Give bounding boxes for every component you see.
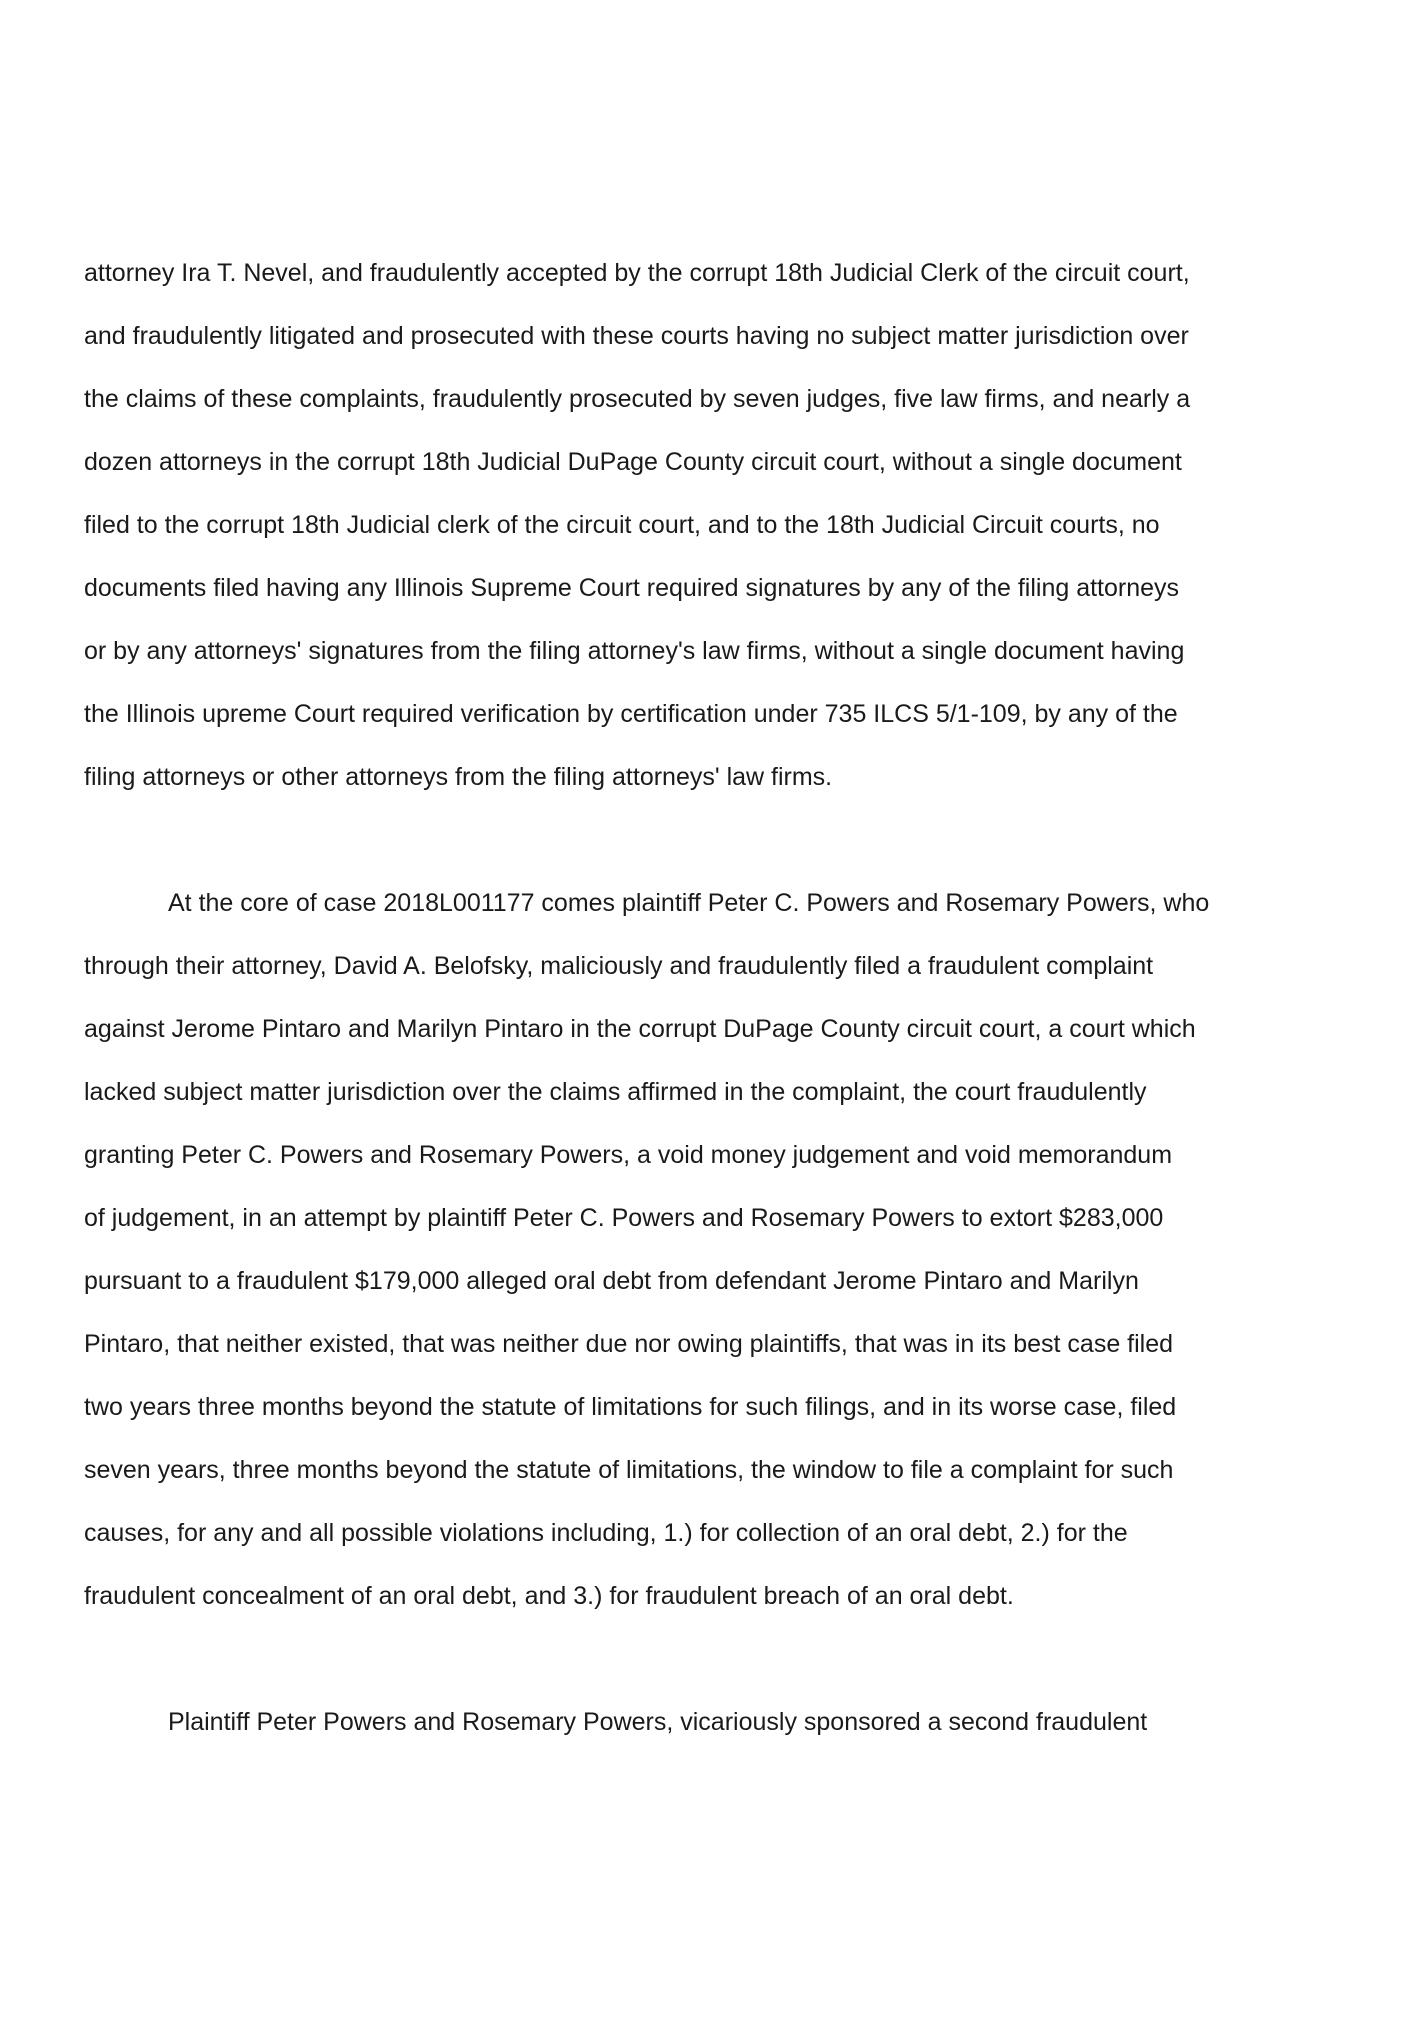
text-line: attorney Ira T. Nevel, and fraudulently accepted by the corrupt 18th Judicial Clerk of the circuit court, <box>84 259 1190 287</box>
text-line: dozen attorneys in the corrupt 18th Judicial DuPage County circuit court, without a single document <box>84 448 1182 476</box>
text-line: causes, for any and all possible violations including, 1.) for collection of an oral debt, 2.) for the <box>84 1519 1128 1547</box>
text-line: and fraudulently litigated and prosecuted with these courts having no subject matter jurisdiction over <box>84 322 1189 350</box>
text-line: Pintaro, that neither existed, that was neither due nor owing plaintiffs, that was in its best case filed <box>84 1330 1174 1358</box>
text-line: filed to the corrupt 18th Judicial clerk of the circuit court, and to the 18th Judicial Circuit courts, no <box>84 511 1160 539</box>
text-line: of judgement, in an attempt by plaintiff Peter C. Powers and Rosemary Powers to extort $283,000 <box>84 1204 1164 1232</box>
paragraph-spacer <box>84 820 1346 883</box>
text-line: or by any attorneys' signatures from the filing attorney's law firms, without a single document having <box>84 637 1185 665</box>
paragraph-3 <box>84 1702 1346 1765</box>
paragraph-spacer <box>84 1639 1346 1702</box>
text-line: the Illinois upreme Court required verification by certification under 735 ILCS 5/1-109, by any of the <box>84 700 1178 728</box>
text-line: Plaintiff Peter Powers and Rosemary Powers, vicariously sponsored a second fraudulent <box>168 1708 1148 1736</box>
text-line: the claims of these complaints, fraudulently prosecuted by seven judges, five law firms, and nearly a <box>84 385 1191 413</box>
document-body <box>84 253 1346 1765</box>
paragraph-1 <box>84 253 1346 820</box>
text-line: filing attorneys or other attorneys from the filing attorneys' law firms. <box>84 763 833 791</box>
paragraph-2 <box>84 883 1346 1639</box>
text-line: At the core of case 2018L001177 comes plaintiff Peter C. Powers and Rosemary Powers, who <box>168 889 1210 917</box>
text-line: fraudulent concealment of an oral debt, and 3.) for fraudulent breach of an oral debt. <box>84 1582 1014 1610</box>
text-line: granting Peter C. Powers and Rosemary Powers, a void money judgement and void memorandum <box>84 1141 1173 1169</box>
text-line: pursuant to a fraudulent $179,000 alleged oral debt from defendant Jerome Pintaro and Marilyn <box>84 1267 1139 1295</box>
text-line: documents filed having any Illinois Supreme Court required signatures by any of the filing attorneys <box>84 574 1180 602</box>
text-line: lacked subject matter jurisdiction over the claims affirmed in the complaint, the court fraudulently <box>84 1078 1147 1106</box>
text-line: through their attorney, David A. Belofsky, maliciously and fraudulently filed a fraudulent complaint <box>84 952 1154 980</box>
text-line: seven years, three months beyond the statute of limitations, the window to file a complaint for such <box>84 1456 1174 1484</box>
text-line: against Jerome Pintaro and Marilyn Pintaro in the corrupt DuPage County circuit court, a court which <box>84 1015 1196 1043</box>
text-line: two years three months beyond the statute of limitations for such filings, and in its worse case, filed <box>84 1393 1177 1421</box>
